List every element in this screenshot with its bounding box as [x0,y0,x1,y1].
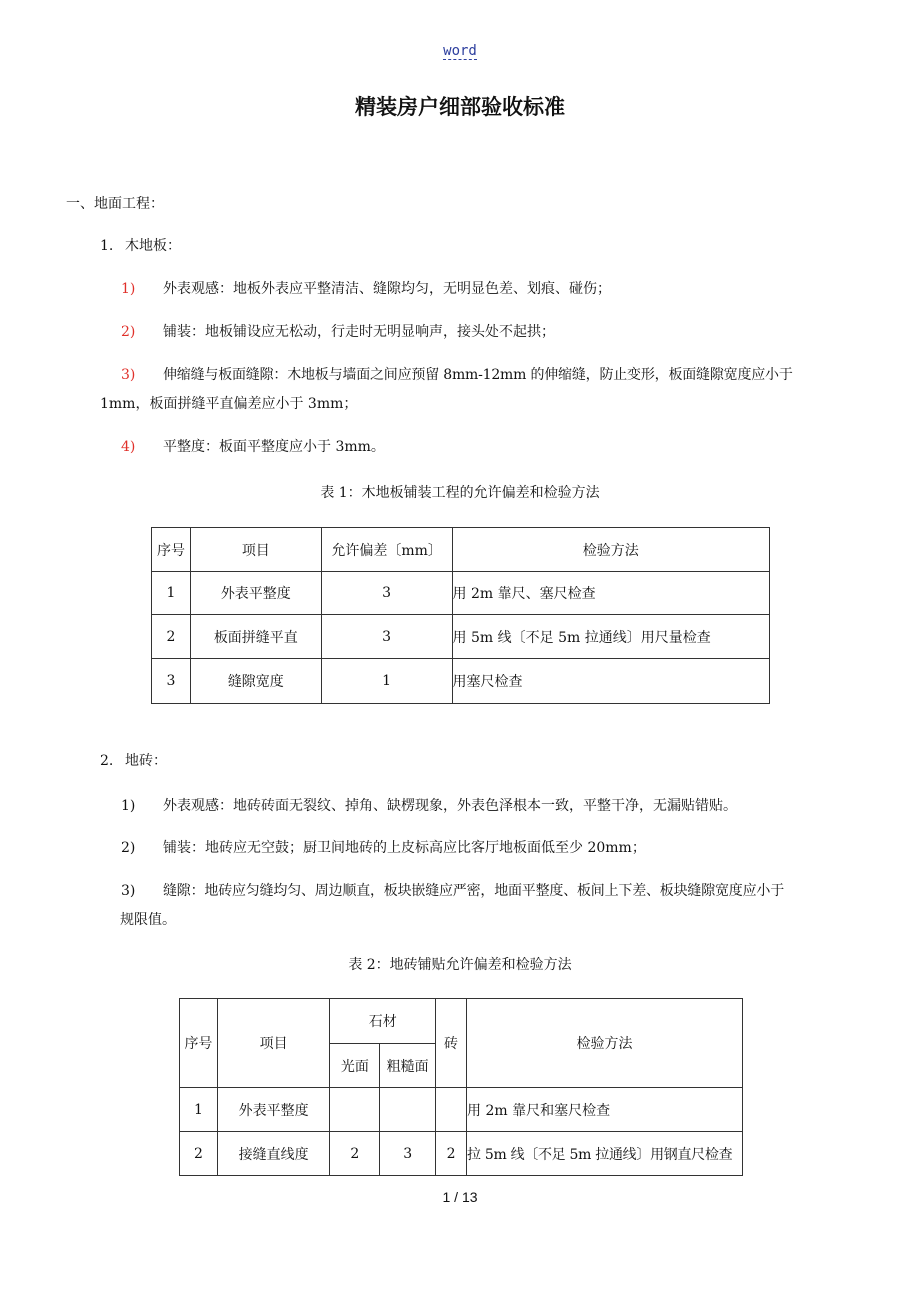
table-row [180,1088,743,1132]
table-cell: 3 [321,615,452,659]
column-header: 序号 [180,999,218,1088]
table-cell: 1 [152,572,191,615]
list-item-continuation: 规限值。 [120,912,176,928]
subsection-number: 2. [100,753,114,769]
table-row [152,659,770,704]
table-cell: 用 2m 靠尺和塞尺检查 [467,1088,743,1132]
table-cell: 1 [321,659,452,704]
table-cell [436,1088,467,1132]
section-heading: 一、地面工程： [66,196,164,212]
table-row [152,572,770,615]
table-header-row [180,999,743,1044]
list-item: 铺装：地砖应无空鼓；厨卫间地砖的上皮标高应比客厅地板面低至少 20mm； [163,840,646,856]
table-cell: 拉 5m 线〔不足 5m 拉通线〕用钢直尺检查 [467,1132,743,1176]
table-row [180,1132,743,1176]
list-number: 1) [121,798,136,814]
column-header: 石材 [330,999,436,1044]
header-text: word [443,43,477,59]
list-number: 4) [121,439,136,455]
table-cell: 外表平整度 [190,572,321,615]
list-item: 外表观感：地砖砖面无裂纹、掉角、缺楞现象，外表色泽根本一致，平整干净，无漏贴错贴。 [163,798,737,814]
table-cell: 用 5m 线〔不足 5m 拉通线〕用尺量检查 [452,615,769,659]
list-item-continuation: 1mm，板面拼缝平直偏差应小于 3mm； [100,396,358,412]
list-item: 外表观感：地板外表应平整清洁、缝隙均匀，无明显色差、划痕、碰伤； [163,281,611,297]
list-item: 缝隙：地砖应匀缝均匀、周边顺直，板块嵌缝应严密，地面平整度、板间上下差、板块缝隙宽度应小于 [163,883,784,899]
table-cell: 3 [380,1132,436,1176]
subsection-number: 1. [100,238,114,254]
list-number: 3) [121,367,136,383]
list-number: 2) [121,840,136,856]
floor-tile-table [179,998,743,1176]
list-number: 2) [121,324,136,340]
table-cell: 2 [436,1132,467,1176]
list-item: 平整度：板面平整度应小于 3mm。 [163,439,385,455]
table-cell [330,1088,380,1132]
column-header: 砖 [436,999,467,1088]
table-cell: 用塞尺检查 [452,659,769,704]
table-cell: 外表平整度 [217,1088,330,1132]
column-header: 项目 [190,528,321,572]
subsection-title: 木地板： [125,238,181,254]
column-header: 检验方法 [452,528,769,572]
table-cell: 1 [180,1088,218,1132]
column-header: 光面 [330,1044,380,1088]
column-header: 项目 [217,999,330,1088]
column-header: 允许偏差〔mm〕 [321,528,452,572]
table-cell: 2 [330,1132,380,1176]
column-header: 检验方法 [467,999,743,1088]
list-item: 伸缩缝与板面缝隙：木地板与墙面之间应预留 8mm-12mm 的伸缩缝，防止变形，板面缝隙宽度应小于 [163,367,793,383]
table-cell: 2 [180,1132,218,1176]
column-header: 序号 [152,528,191,572]
table-cell: 用 2m 靠尺、塞尺检查 [452,572,769,615]
table-cell: 缝隙宽度 [190,659,321,704]
subsection-title: 地砖： [125,753,167,769]
column-header: 粗糙面 [380,1044,436,1088]
list-number: 1) [121,281,136,297]
table-row [152,615,770,659]
table-caption: 表 1：木地板铺装工程的允许偏差和检验方法 [320,485,600,501]
table-cell: 3 [321,572,452,615]
list-number: 3) [121,883,136,899]
list-item: 铺装：地板铺设应无松动，行走时无明显响声，接头处不起拱； [163,324,555,340]
table-cell: 板面拼缝平直 [190,615,321,659]
table-cell: 3 [152,659,191,704]
table-header-row [152,528,770,572]
wood-floor-table [151,527,770,704]
table-cell: 2 [152,615,191,659]
table-cell [380,1088,436,1132]
page-header [0,42,920,60]
table-caption: 表 2：地砖铺贴允许偏差和检验方法 [348,957,572,973]
document-title: 精装房户细部验收标准 [355,94,565,119]
page-number: 1 / 13 [442,1189,478,1205]
table-cell: 接缝直线度 [217,1132,330,1176]
